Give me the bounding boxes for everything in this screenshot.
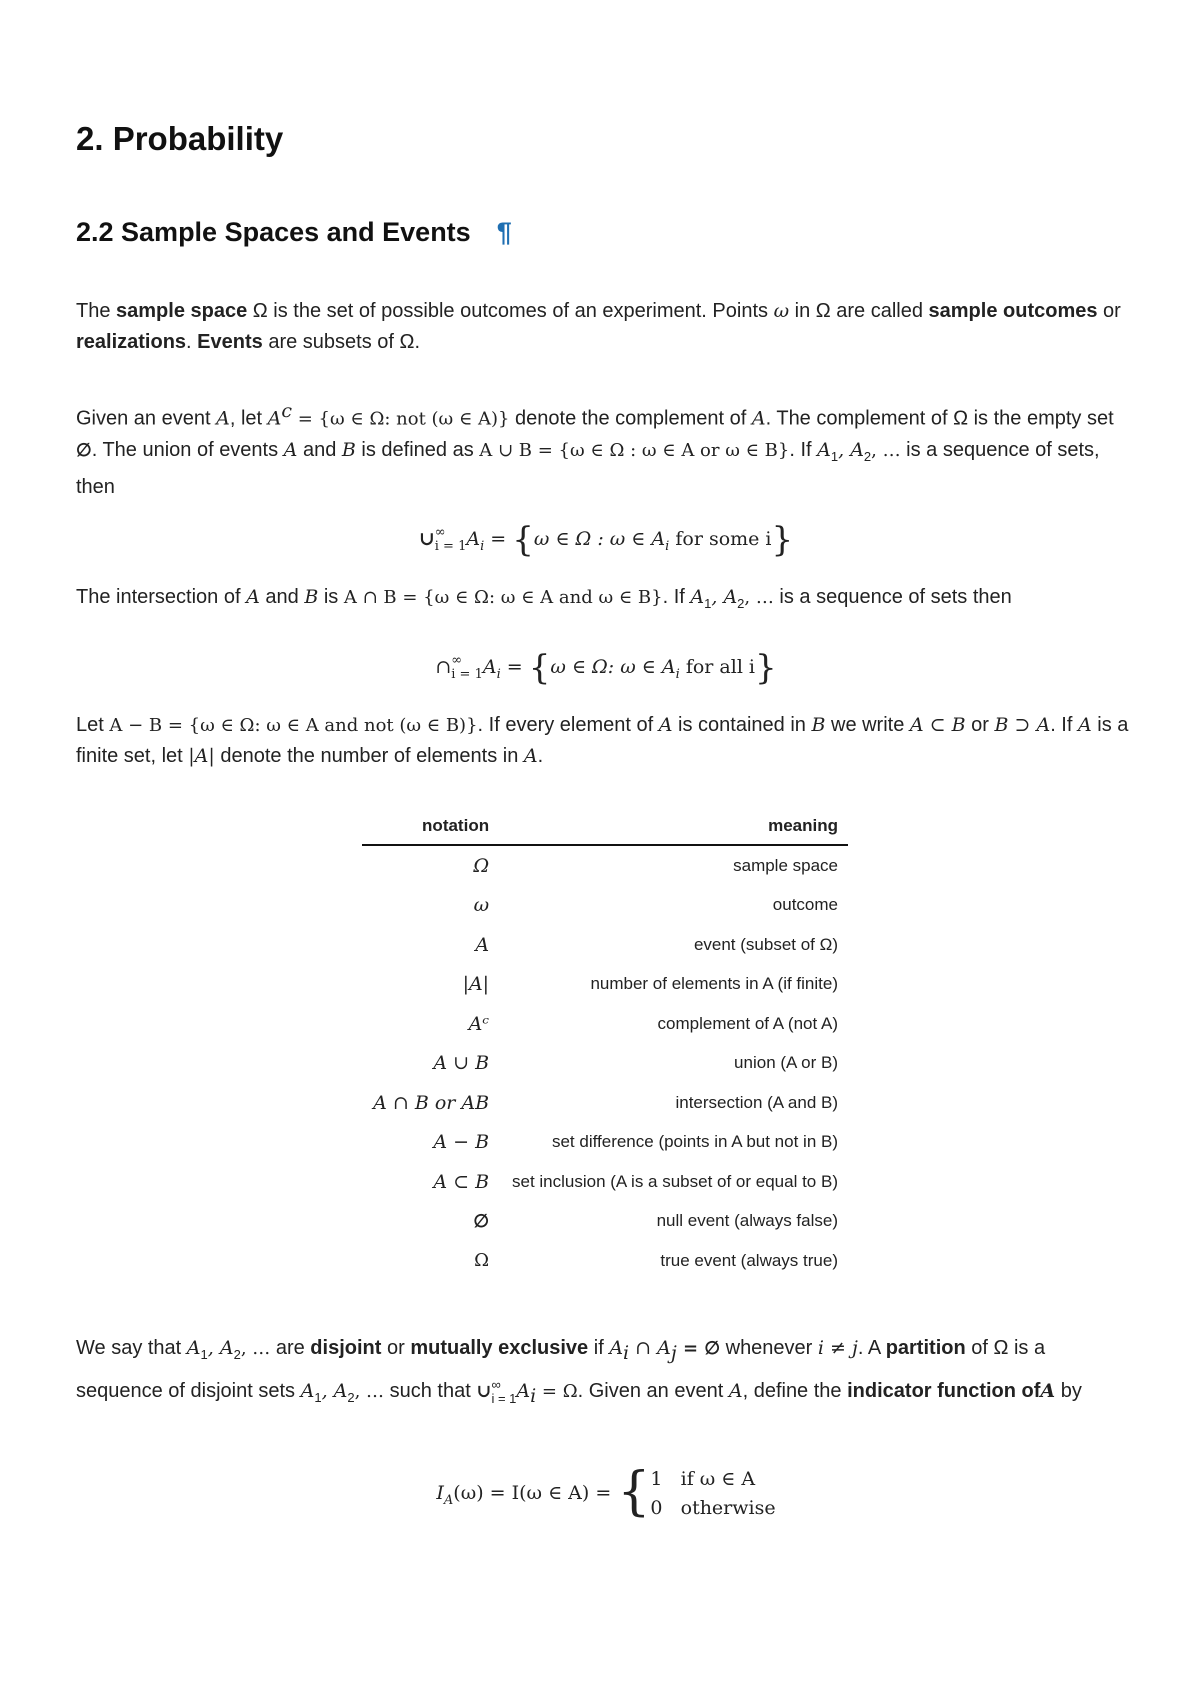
intersection-formula: ∩∞ $i = 1A_i = \{\omega$ ∈ Ω: ω ∈ $A_i$ for all i} xyxy=(435,648,777,688)
permalink-pilcrow-icon[interactable]: ¶ xyxy=(496,217,512,247)
table-row: A ⊂ B set inclusion (A is a subset of or equal to B) xyxy=(433,1170,838,1193)
table-row: A − B set difference (points in A but not in B) xyxy=(433,1131,838,1154)
header-meaning: meaning xyxy=(499,816,848,845)
notation-table xyxy=(362,816,848,1281)
intersection-paragraph: The intersection of A and B is A ∩ B = {ω ∈ Ω: ω ∈ A and ω ∈ B}. If $A_1$, $A_2$, … is a sequence of sets then xyxy=(76,586,1012,611)
table-row: Ω sample space xyxy=(473,854,838,877)
table-row: ∅ null event (always false) xyxy=(473,1210,838,1232)
table-row: Ω true event (always true) xyxy=(474,1250,838,1272)
chapter-title: 2. Probability xyxy=(76,120,284,157)
header-notation: notation xyxy=(362,816,499,845)
table-row: |A| number of elements in A (if finite) xyxy=(462,973,838,996)
table-row: A ∪ B union (A or B) xyxy=(433,1052,838,1075)
complement-paragraph: Given an event A, let $A^c = \{\omega$ ∈ Ω: not (ω ∈ A)} denote the complement of A. The complement of Ω is the empty set ∅. The union of events A and B is defined as A ∪ B = {ω ∈ Ω : ω ∈ A or ω ∈ B}. If $A_1$, $A_2$, … is a sequence of sets, then xyxy=(76,400,1114,498)
section-title xyxy=(76,217,512,248)
disjoint-paragraph: We say that $A_1$, $A_2$, … are disjoint or mutually exclusive if $A_i$ ∩ $A_j$ = ∅ whenever i ≠ j. A partition of Ω is a sequence of disjoint sets $A_1$, $A_2$, … such that ∪∞ $i = 1A_i = \Omega$. Given an event A, define the indicator function ofA by xyxy=(76,1337,1082,1407)
section-title-text: 2.2 Sample Spaces and Events xyxy=(76,217,471,247)
table-row: A ∩ B or AB intersection (A and B) xyxy=(373,1091,838,1114)
intro-paragraph: The sample space Ω is the set of possible outcomes of an experiment. Points ω in Ω are called sample outcomes or realizations. Events are subsets of Ω. xyxy=(76,300,1121,353)
table-row: ω outcome xyxy=(473,894,838,917)
indicator-function-formula: $I_A(\omega) = I(\omega$ ∈ A) = {1 if ω ∈ A 0 otherwise xyxy=(436,1462,776,1522)
table-row: Aᶜ complement of A (not A) xyxy=(468,1012,838,1035)
difference-paragraph: Let A − B = {ω ∈ Ω: ω ∈ A and not (ω ∈ B)}. If every element of A is contained in B we write A ⊂ B or B ⊃ A. If A is a finite set, let |A| denote the number of elements in A. xyxy=(76,714,1129,767)
table-row: A event (subset of Ω) xyxy=(475,933,838,956)
indicator-cases: 1 if ω ∈ A 0 otherwise xyxy=(650,1468,776,1519)
table-header-row xyxy=(362,816,848,845)
union-formula: ∪∞ $i = 1A_i = \{\omega$ ∈ Ω : ω ∈ $A_i$ for some i} xyxy=(418,520,794,560)
